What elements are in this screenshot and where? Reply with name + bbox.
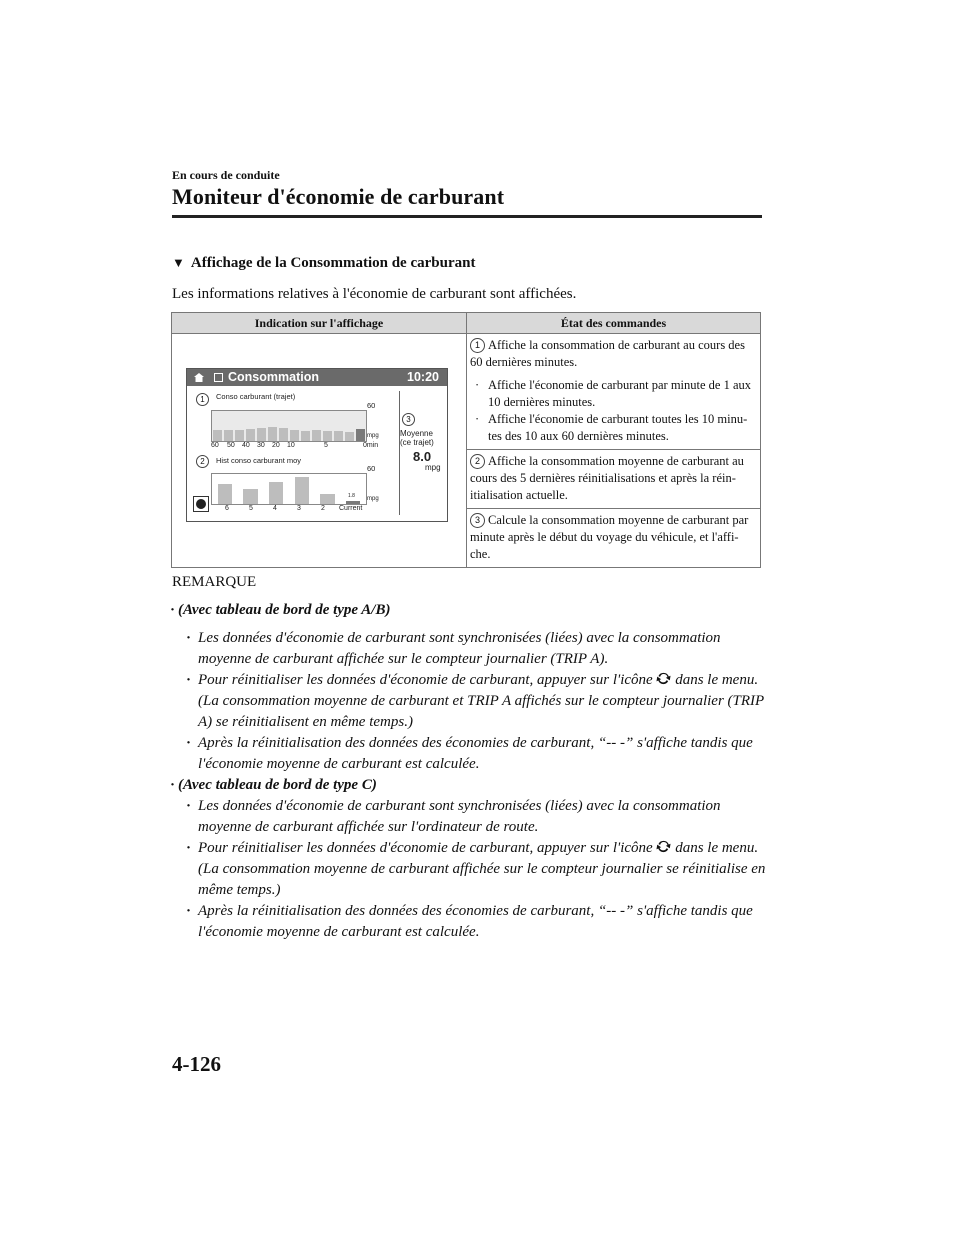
panel2-unit: mpg: [367, 496, 379, 502]
list-item: · Pour réinitialiser les données d'économie de carburant, appuyer sur l'icône dans le menu. (La consommation moyenne de carburant affichée sur le compteur journalier se réinitialise en même temps.): [186, 840, 766, 898]
panel3-value: 8.0: [413, 449, 432, 464]
tick-label: 50: [227, 442, 235, 449]
tick-label: 20: [272, 442, 280, 449]
chart-bar: [320, 494, 334, 504]
screen-title-bar: [187, 369, 447, 386]
table-header-display: Indication sur l'affichage: [172, 313, 467, 334]
chart-bar: [290, 430, 299, 441]
triangle-down-icon: ▼: [172, 255, 185, 270]
desc-text: Affiche la consommation moyenne de carburant au cours des 5 dernières réinitialisations et après la réin-itialisation actuelle.: [470, 454, 744, 502]
callout-number: 2: [470, 454, 485, 469]
panel1-ymax: 60: [367, 401, 376, 410]
panel2-current-value: 1.8: [348, 493, 355, 499]
intro-paragraph: Les informations relatives à l'économie de carburant sont affichées.: [172, 286, 577, 302]
chart-bar: [295, 477, 309, 504]
scroll-down-button[interactable]: [193, 496, 209, 512]
note-text: Les données d'économie de carburant sont synchronisées (liées) avec la consommation moyenne de carburant affichée sur l'ordinateur de route.: [198, 798, 721, 835]
desc-bullet-list: [470, 377, 757, 445]
tick-label: Current: [339, 505, 363, 512]
note-text: Les données d'économie de carburant sont synchronisées (liées) avec la consommation moyenne de carburant affichée sur le compteur journalier (TRIP A).: [198, 630, 721, 667]
chart-bar: [356, 429, 365, 441]
list-item: · Après la réinitialisation des données des économies de carburant, “-- -” s'affiche tandis que l'économie moyenne de carburant est calculée.: [186, 733, 766, 775]
note-heading-text: (Avec tableau de bord de type C): [178, 777, 377, 793]
chart-bar: [224, 430, 233, 441]
note-group2-heading: · (Avec tableau de bord de type C): [170, 777, 377, 793]
list-item: · Les données d'économie de carburant sont synchronisées (liées) avec la consommation moyenne de carburant affichée sur l'ordinateur de route.: [186, 796, 766, 838]
chart-bar: [346, 501, 360, 504]
tick-label: 5: [249, 505, 253, 512]
panel1-unit: mpg: [367, 433, 379, 439]
callout-number-3: 3: [402, 413, 415, 426]
panel3-label-line2: (ce trajet): [400, 438, 434, 447]
title-rule: [172, 215, 762, 218]
chart-bar: [243, 489, 257, 504]
panel2-label: Hist conso carburant moy: [216, 456, 302, 465]
note-heading-text: (Avec tableau de bord de type A/B): [178, 602, 391, 618]
subsection-heading: [172, 255, 475, 272]
screen-title: Consommation: [228, 370, 319, 384]
table-cell-desc-3: [467, 509, 761, 568]
callout-number: 3: [470, 513, 485, 528]
reset-icon: [656, 839, 671, 854]
tick-label: 2: [321, 505, 325, 512]
chart-bar: [246, 429, 255, 441]
callout-number-2: 2: [196, 455, 209, 468]
panel2-bar-chart: [211, 473, 367, 505]
list-item: · Les données d'économie de carburant sont synchronisées (liées) avec la consommation moyenne de carburant affichée sur le compteur journalier (TRIP A).: [186, 628, 766, 670]
note-text: Après la réinitialisation des données des économies de carburant, “-- -” s'affiche tandis que l'économie moyenne de carburant est calculée.: [198, 903, 753, 940]
table-header-row: [172, 313, 761, 334]
note-text: dans le menu. (La consommation moyenne de carburant et TRIP A affichés sur le compteur journalier (TRIP A) se réinitialisent en même temps.): [198, 672, 764, 730]
chart-bar: [213, 430, 222, 441]
tick-label: 6: [225, 505, 229, 512]
tick-label: 4: [273, 505, 277, 512]
desc-text: Calcule la consommation moyenne de carburant par minute après le début du voyage du véhicule, et l'affi-che.: [470, 513, 749, 561]
tick-label: 40: [242, 442, 250, 449]
chart-bar: [323, 431, 332, 441]
chart-bar: [334, 431, 343, 441]
fuel-consumption-screen: [186, 368, 448, 522]
screen-divider: [399, 391, 400, 515]
tick-label: 10: [287, 442, 295, 449]
section-label: En cours de conduite: [172, 168, 280, 182]
home-icon: [194, 373, 204, 382]
note-text: Après la réinitialisation des données des économies de carburant, “-- -” s'affiche tandis que l'économie moyenne de carburant est calculée.: [198, 735, 753, 772]
panel3-label-line1: Moyenne: [400, 429, 433, 438]
list-item: · Pour réinitialiser les données d'économie de carburant, appuyer sur l'icône dans le menu. (La consommation moyenne de carburant et TRIP A affichés sur le compteur journalier (TRIP A) se réinitialisent en même temps.): [186, 672, 764, 730]
desc-text: Affiche la consommation de carburant au cours des 60 dernières minutes.: [470, 338, 745, 369]
reset-icon: [656, 671, 671, 686]
callout-number-1: 1: [196, 393, 209, 406]
callout-number: 1: [470, 338, 485, 353]
tick-label: 60: [211, 442, 219, 449]
panel3-unit: mpg: [425, 463, 441, 472]
list-item: · Affiche l'économie de carburant toutes les 10 minu-tes des 10 aux 60 dernières minutes.: [470, 411, 757, 445]
panel1-bar-chart: [211, 410, 367, 442]
document-icon: [214, 373, 223, 382]
list-item: · Après la réinitialisation des données des économies de carburant, “-- -” s'affiche tandis que l'économie moyenne de carburant est calculée.: [186, 901, 766, 943]
page-title: Moniteur d'économie de carburant: [172, 184, 505, 209]
chart-bar: [257, 428, 266, 441]
panel1-label: Conso carburant (trajet): [216, 392, 296, 401]
note-title: REMARQUE: [172, 574, 257, 590]
chart-bar: [268, 427, 277, 441]
screen-clock: 10:20: [407, 370, 439, 384]
chart-bar: [301, 431, 310, 441]
note-text: dans le menu. (La consommation moyenne de carburant affichée sur le compteur journalier se réinitialise en même temps.): [198, 840, 766, 898]
table-header-status: État des commandes: [467, 313, 761, 334]
note-group1-heading: · (Avec tableau de bord de type A/B): [170, 602, 391, 618]
chart-bar: [218, 484, 232, 504]
chart-bar: [279, 428, 288, 441]
tick-label: 0min: [363, 442, 379, 449]
panel2-ymax: 60: [367, 464, 376, 473]
tick-label: 3: [297, 505, 301, 512]
table-cell-desc-2: [467, 450, 761, 509]
tick-label: 30: [257, 442, 265, 449]
note-text: Pour réinitialiser les données d'économie de carburant, appuyer sur l'icône: [198, 672, 653, 688]
subsection-title: Affichage de la Consommation de carburant: [190, 255, 476, 271]
list-item: · Affiche l'économie de carburant par minute de 1 aux 10 dernières minutes.: [470, 377, 757, 411]
chart-bar: [345, 432, 354, 441]
tick-label: 5: [324, 442, 328, 449]
chart-bar: [235, 430, 244, 441]
chart-bar: [312, 430, 321, 441]
note-text: Pour réinitialiser les données d'économie de carburant, appuyer sur l'icône: [198, 840, 653, 856]
page-number: 4-126: [172, 1052, 221, 1076]
table-cell-desc-1: [467, 334, 761, 450]
chart-bar: [269, 482, 283, 504]
